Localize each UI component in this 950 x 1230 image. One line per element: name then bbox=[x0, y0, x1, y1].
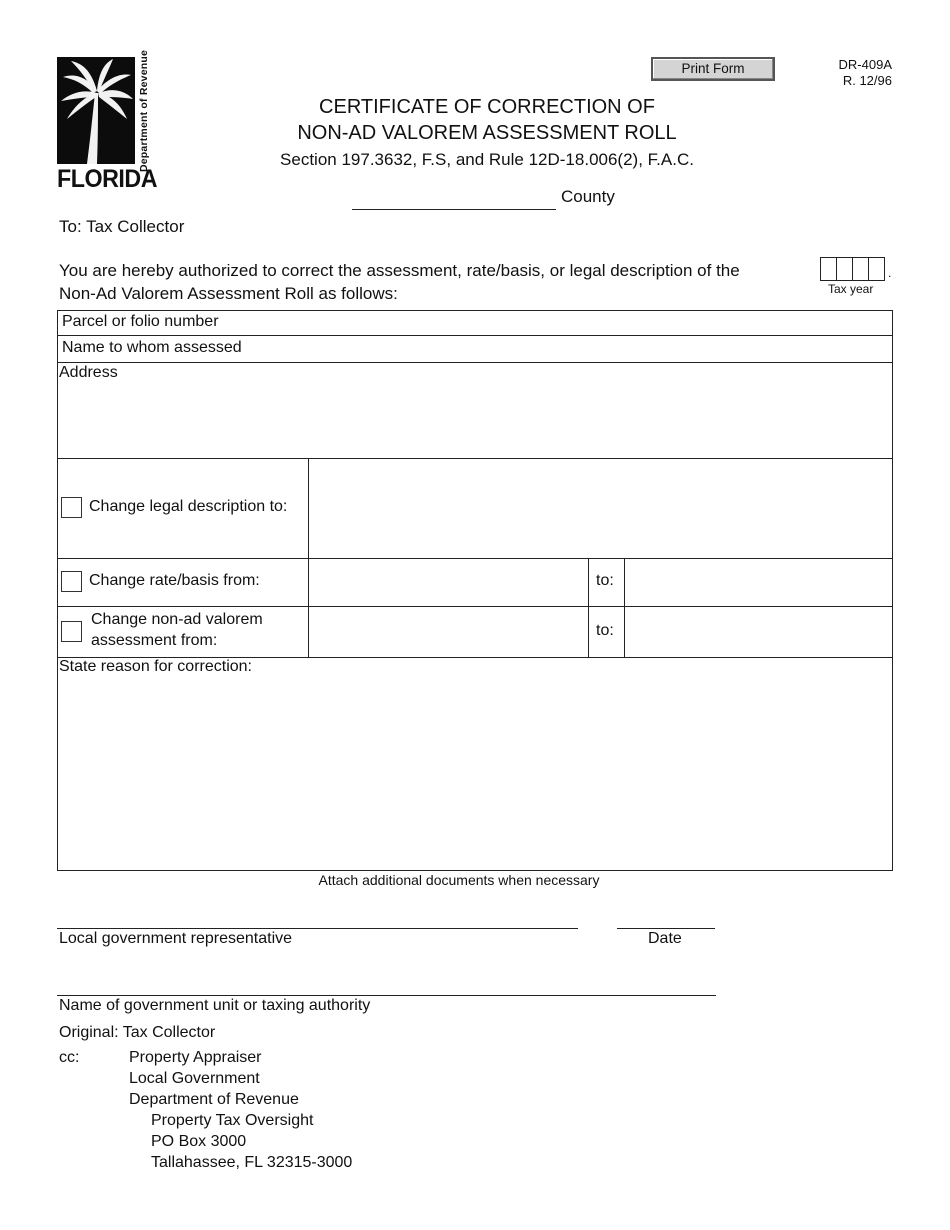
parcel-label: Parcel or folio number bbox=[62, 313, 219, 330]
logo-wordmark: FLORIDA bbox=[57, 165, 158, 193]
rate-basis-to-field[interactable] bbox=[626, 560, 892, 605]
column-divider bbox=[624, 558, 625, 657]
county-field[interactable] bbox=[352, 209, 556, 210]
nonadv-to-field[interactable] bbox=[626, 608, 892, 656]
tax-year-digit-box[interactable] bbox=[820, 257, 837, 281]
legal-description-checkbox[interactable] bbox=[61, 497, 82, 518]
rep-label: Local government representative bbox=[59, 930, 293, 947]
reason-label: State reason for correction: bbox=[59, 658, 252, 675]
rate-basis-from-field[interactable] bbox=[310, 560, 587, 605]
tax-year-label: Tax year bbox=[828, 282, 874, 296]
legal-description-label: Change legal description to: bbox=[89, 498, 288, 515]
cc-property-appraiser: Property Appraiser bbox=[129, 1049, 262, 1066]
attach-note: Attach additional documents when necessary bbox=[318, 872, 600, 888]
row-divider bbox=[57, 335, 893, 336]
cc-label: cc: bbox=[59, 1049, 80, 1066]
dor-address-line-1: Property Tax Oversight bbox=[151, 1112, 314, 1129]
cc-local-government: Local Government bbox=[129, 1070, 260, 1087]
title-line-1: CERTIFICATE OF CORRECTION OF bbox=[319, 96, 655, 118]
form-revision: R. 12/96 bbox=[842, 73, 892, 88]
address-field[interactable] bbox=[60, 382, 892, 457]
row-divider bbox=[57, 362, 893, 363]
rate-basis-checkbox[interactable] bbox=[61, 571, 82, 592]
form-number-block bbox=[839, 57, 892, 89]
title-line-2: NON-AD VALOREM ASSESSMENT ROLL bbox=[297, 122, 677, 144]
name-assessed-field[interactable] bbox=[60, 337, 892, 361]
name-assessed-label: Name to whom assessed bbox=[62, 339, 242, 356]
print-form-button[interactable]: Print Form bbox=[651, 57, 775, 81]
rep-signature-line[interactable] bbox=[57, 928, 578, 929]
row-divider bbox=[57, 558, 893, 559]
nonadv-label-line-2: assessment from: bbox=[91, 632, 218, 649]
nonadv-checkbox[interactable] bbox=[61, 621, 82, 642]
legal-description-field[interactable] bbox=[310, 460, 892, 557]
to-tax-collector: To: Tax Collector bbox=[59, 217, 185, 236]
tax-year-period: . bbox=[888, 266, 892, 280]
row-divider bbox=[57, 606, 893, 607]
nonadv-label-line-1: Change non-ad valorem bbox=[91, 611, 263, 628]
authorization-line-2: Non-Ad Valorem Assessment Roll as follows: bbox=[59, 284, 398, 303]
authorization-line-1: You are hereby authorized to correct the assessment, rate/basis, or legal description of the bbox=[59, 261, 740, 280]
form-number: DR-409A bbox=[838, 57, 892, 72]
column-divider bbox=[588, 558, 589, 657]
cc-department-of-revenue: Department of Revenue bbox=[129, 1091, 299, 1108]
row-divider bbox=[57, 458, 893, 459]
statute-reference: Section 197.3632, F.S, and Rule 12D-18.006(2), F.A.C. bbox=[280, 150, 694, 169]
date-line[interactable] bbox=[617, 928, 715, 929]
reason-field[interactable] bbox=[60, 678, 892, 868]
tax-year-input[interactable] bbox=[821, 257, 885, 281]
tax-year-digit-box[interactable] bbox=[836, 257, 853, 281]
rate-basis-to-label: to: bbox=[596, 572, 614, 589]
date-label: Date bbox=[648, 930, 682, 947]
rate-basis-label: Change rate/basis from: bbox=[89, 572, 260, 589]
original-line: Original: Tax Collector bbox=[59, 1024, 216, 1041]
logo-dept-label: Department of Revenue bbox=[138, 49, 150, 173]
tax-year-digit-box[interactable] bbox=[852, 257, 869, 281]
dor-address-line-3: Tallahassee, FL 32315-3000 bbox=[151, 1154, 353, 1171]
dor-address-line-2: PO Box 3000 bbox=[151, 1133, 247, 1150]
column-divider bbox=[308, 458, 309, 657]
nonadv-to-label: to: bbox=[596, 622, 614, 639]
unit-name-line[interactable] bbox=[57, 995, 716, 996]
address-label: Address bbox=[59, 364, 118, 381]
tax-year-digit-box[interactable] bbox=[868, 257, 885, 281]
nonadv-from-field[interactable] bbox=[310, 608, 587, 656]
unit-label: Name of government unit or taxing authority bbox=[59, 997, 371, 1014]
county-label: County bbox=[561, 187, 615, 206]
